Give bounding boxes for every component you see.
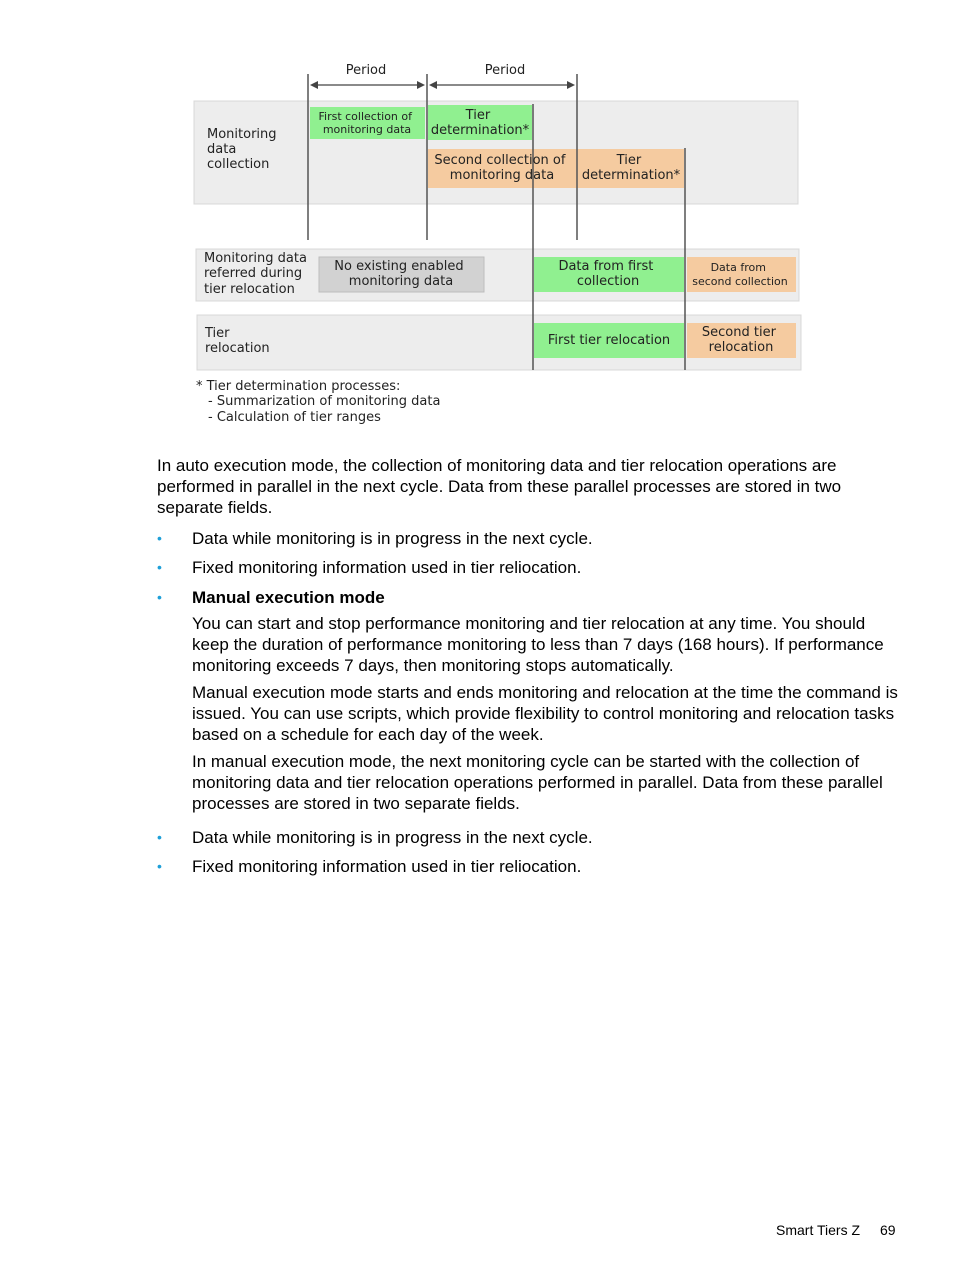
period-label-2: Period xyxy=(484,63,526,78)
data-second-text: Data from second collection xyxy=(692,261,788,288)
bullet-icon: • xyxy=(157,559,162,575)
first-relocation-text: First tier relocation xyxy=(547,333,671,348)
tier-determination-text-1: Tier determination* xyxy=(430,108,530,138)
bullet-icon: • xyxy=(157,829,162,845)
manual-paragraph-1: You can start and stop performance monitoring and tier relocation at any time. You should keep the duration of performance monitoring to less than 7 days (168 hours). If performance monitoring exceeds 7 days, then monitoring stops automatically. xyxy=(192,614,884,675)
manual-paragraph-3: In manual execution mode, the next monitoring cycle can be started with the collection of monitoring data and tier relocation operations performed in parallel. Data from these parallel processes are stored in two separate fields. xyxy=(192,752,883,813)
data-first-text: Data from first collection xyxy=(558,259,654,289)
tier-relocation-diagram xyxy=(0,0,954,440)
period-label-1: Period xyxy=(345,63,387,78)
second-collection-text: Second collection of monitoring data xyxy=(434,153,566,183)
bullet-icon: • xyxy=(157,530,162,546)
first-collection-text: First collection of monitoring data xyxy=(318,110,413,136)
intro-paragraph: In auto execution mode, the collection of monitoring data and tier relocation operations are performed in parallel in the next cycle. Data from these parallel processes are stored in two separate fields. xyxy=(157,456,842,517)
second-relocation-text: Second tier relocation xyxy=(701,325,776,355)
row-label-monitoring: Monitoring data collection xyxy=(207,127,277,172)
footer-section: Smart Tiers Z xyxy=(776,1222,861,1238)
tier-determination-text-2: Tier determination* xyxy=(581,153,681,183)
bullet-icon: • xyxy=(157,858,162,874)
row-label-relocation: Tier relocation xyxy=(205,326,270,356)
no-existing-text: No existing enabled monitoring data xyxy=(334,259,464,289)
diagram-footnote: * Tier determination processes: - Summarization of monitoring data - Calculation of tier ranges xyxy=(196,379,441,425)
bullet-icon: • xyxy=(157,589,162,605)
row-label-referred: Monitoring data referred during tier relocation xyxy=(204,251,307,297)
page-number: 69 xyxy=(880,1222,896,1238)
manual-paragraph-2: Manual execution mode starts and ends monitoring and relocation at the time the command is issued. You can use scripts, which provide flexibility to control monitoring and relocation tasks based on a schedule for each day of the week. xyxy=(192,683,898,744)
